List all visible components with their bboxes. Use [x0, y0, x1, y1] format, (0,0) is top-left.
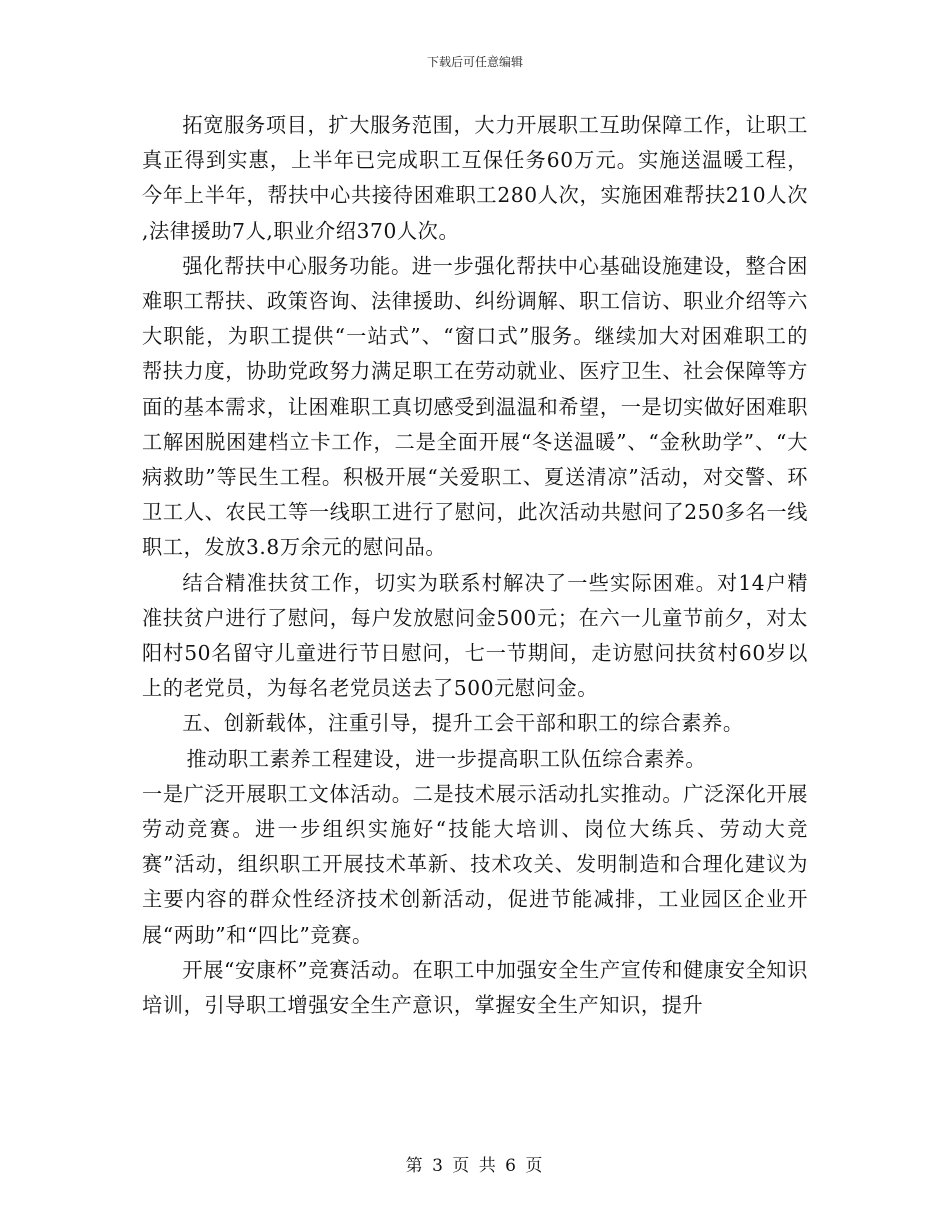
paragraph-service-projects: 拓宽服务项目，扩大服务范围，大力开展职工互助保障工作，让职工真正得到实惠，上半年已完成职工互保任务60万元。实施送温暖工程，今年上半年，帮扶中心共接待困难职工280人次，实施困难帮扶210人次 ,法律援助7人,职业介绍370人次。 [142, 113, 808, 243]
paragraph-poverty-alleviation: 结合精准扶贫工作，切实为联系村解决了一些实际困难。对14户精准扶贫户进行了慰问，每户发放慰问金500元；在六一儿童节前夕，对太阳村50名留守儿童进行节日慰问，七一节期间，走访慰问扶贫村60岁以上的老党员，为每名老党员送去了500元慰问金。 [142, 570, 808, 701]
page-header: 下载后可任意编辑 [426, 55, 523, 69]
paragraph-ankang-cup: 开展“安康杯”竞赛活动。在职工中加强安全生产宣传和健康安全知识培训，引导职工增强安全生产意识，掌握安全生产知识，提升 [142, 957, 808, 1018]
page-footer: 第 3 页 共 6 页 [405, 1156, 545, 1176]
paragraph-cultural-activities: 一是广泛开展职工文体活动。二是技术展示活动扎实推动。广泛深化开展劳动竞赛。进一步组织实施好“技能大培训、岗位大练兵、劳动大竞赛”活动，组织职工开展技术革新、技术攻关、发明制造和合理化建议为主要内容的群众性经济技术创新活动，促进节能减排，工业园区企业开展“两助”和“四比”竞赛。 [142, 781, 808, 947]
document-body [142, 108, 808, 1023]
paragraph-quality-project: 推动职工素养工程建设，进一步提高职工队伍综合素养。 [186, 746, 707, 771]
section-heading-five: 五、创新载体，注重引导，提升工会干部和职工的综合素养。 [182, 711, 744, 736]
paragraph-assistance-center: 强化帮扶中心服务功能。进一步强化帮扶中心基础设施建设，整合困难职工帮扶、政策咨询、法律援助、纠纷调解、职工信访、职业介绍等六大职能，为职工提供“一站式”、“窗口式”服务。继续加大对困难职工的帮扶力度，协助党政努力满足职工在劳动就业、医疗卫生、社会保障等方面的基本需求，让困难职工真切感受到温温和希望，一是切实做好困难职工解困脱困建档立卡工作，二是全面开展“冬送温暖”、“金秋助学”、“大病救助”等民生工程。积极开展“关爱职工、夏送清凉”活动，对交警、环卫工人、农民工等一线职工进行了慰问，此次活动共慰问了250多名一线职工，发放3.8万余元的慰问品。 [142, 253, 808, 560]
